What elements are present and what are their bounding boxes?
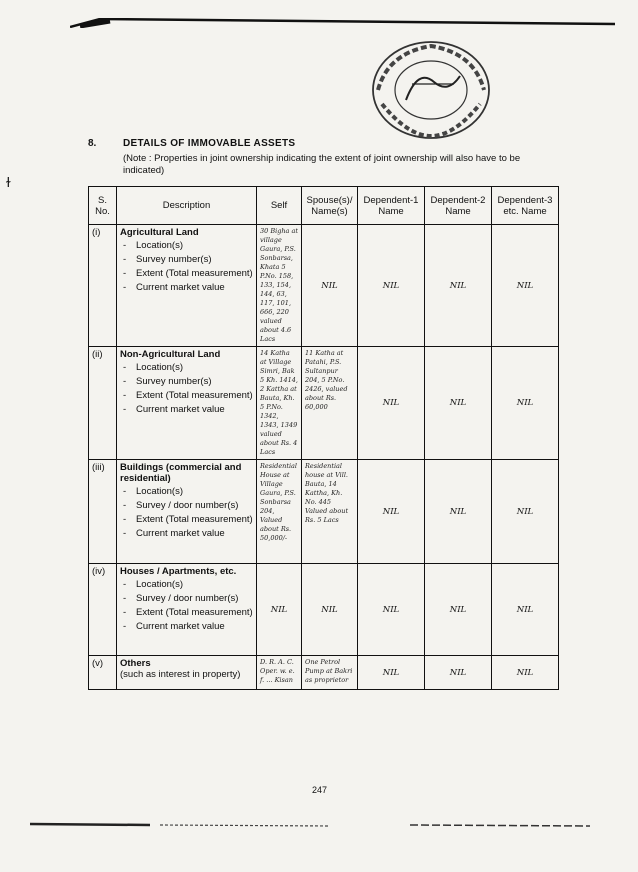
dependent-2-entry: NIL — [425, 347, 492, 460]
dependent-3-entry: NIL — [492, 225, 559, 347]
header-dependent-2: Dependent-2 Name — [425, 187, 492, 225]
dependent-2-entry: NIL — [425, 656, 492, 690]
section-number: 8. — [88, 138, 97, 149]
row-title: Non-Agricultural Land — [120, 349, 221, 360]
list-item: - Survey / door number(s) — [120, 593, 253, 604]
row-description — [117, 225, 257, 347]
list-item: - Current market value — [120, 404, 253, 415]
row-number: (v) — [89, 656, 117, 690]
dependent-2-entry: NIL — [425, 225, 492, 347]
dependent-3-entry: NIL — [492, 347, 559, 460]
self-entry: D. R. A. C. Oper. w. e. f. ... Kisan — [257, 656, 302, 690]
list-item: - Survey / door number(s) — [120, 500, 253, 511]
dependent-2-entry: NIL — [425, 460, 492, 564]
header-dependent-1: Dependent-1 Name — [358, 187, 425, 225]
self-entry: 30 Bigha at village Gaura, P.S. Sonbarsa, Khata 5 P.No. 158, 133, 154, 144, 63, 117, 101, 666, 220 valued about 4.6 Lacs — [257, 225, 302, 347]
header-self: Self — [257, 187, 302, 225]
self-entry: 14 Katha at Village Simri, Bak 5 Kh. 1414, 2 Kattha at Bauta, Kh. 5 P.No. 1342, 1343, 1349 valued about Rs. 4 Lacs — [257, 347, 302, 460]
table-row — [89, 225, 559, 347]
dependent-3-entry: NIL — [492, 656, 559, 690]
list-item: - Current market value — [120, 528, 253, 539]
row-number: (i) — [89, 225, 117, 347]
list-item: - Survey number(s) — [120, 376, 253, 387]
dependent-1-entry: NIL — [358, 460, 425, 564]
dependent-3-entry: NIL — [492, 460, 559, 564]
list-item: - Location(s) — [120, 362, 253, 373]
table-row — [89, 347, 559, 460]
dependent-2-entry: NIL — [425, 564, 492, 656]
spouse-entry: Residential house at Vill. Bauta, 14 Kattha, Kh. No. 445 Valued about Rs. 5 Lacs — [302, 460, 358, 564]
dependent-1-entry: NIL — [358, 656, 425, 690]
row-title: Agricultural Land — [120, 227, 199, 238]
spouse-entry: 11 Katha at Patahi, P.S. Sultanpur 204, 5 P.No. 2426, valued about Rs. 60,000 — [302, 347, 358, 460]
self-entry: NIL — [257, 564, 302, 656]
official-seal-stamp — [368, 38, 494, 142]
spouse-entry: NIL — [302, 225, 358, 347]
list-item: - Current market value — [120, 621, 253, 632]
row-description — [117, 347, 257, 460]
dependent-1-entry: NIL — [358, 225, 425, 347]
list-item: - Survey number(s) — [120, 254, 253, 265]
dependent-1-entry: NIL — [358, 564, 425, 656]
section-note: (Note : Properties in joint ownership indicating the extent of joint ownership will also have to be indicated) — [123, 153, 521, 176]
table-header-row — [89, 187, 559, 225]
immovable-assets-table — [88, 186, 559, 690]
spouse-entry: One Petrol Pump at Bakri as proprietor — [302, 656, 358, 690]
page-number: 247 — [312, 785, 328, 795]
margin-mark: ɫ — [6, 174, 11, 190]
scan-edge-top — [70, 18, 615, 28]
list-item: - Extent (Total measurement) — [120, 607, 253, 618]
row-number: (iii) — [89, 460, 117, 564]
row-description — [117, 564, 257, 656]
list-item: - Location(s) — [120, 579, 253, 590]
dependent-1-entry: NIL — [358, 347, 425, 460]
row-number: (iv) — [89, 564, 117, 656]
row-title: Houses / Apartments, etc. — [120, 566, 237, 577]
row-title: Others — [120, 658, 151, 669]
header-sno: S. No. — [89, 187, 117, 225]
self-entry: Residential House at Village Gaura, P.S. Sonbarsa 204, Valued about Rs. 50,000/- — [257, 460, 302, 564]
dependent-3-entry: NIL — [492, 564, 559, 656]
table-row — [89, 564, 559, 656]
list-item: - Location(s) — [120, 486, 253, 497]
list-item: - Extent (Total measurement) — [120, 390, 253, 401]
table-row — [89, 656, 559, 690]
list-item: - Current market value — [120, 282, 253, 293]
table-row — [89, 460, 559, 564]
section-title: DETAILS OF IMMOVABLE ASSETS — [123, 138, 296, 149]
header-description: Description — [117, 187, 257, 225]
row-description — [117, 460, 257, 564]
row-description — [117, 656, 257, 690]
list-item: - Extent (Total measurement) — [120, 514, 253, 525]
list-item: - Extent (Total measurement) — [120, 268, 253, 279]
header-dependent-3: Dependent-3 etc. Name — [492, 187, 559, 225]
header-spouse: Spouse(s)/ Name(s) — [302, 187, 358, 225]
row-title: Buildings (commercial and residential) — [120, 462, 242, 484]
scan-edge-bottom — [30, 820, 610, 832]
list-item: - Location(s) — [120, 240, 253, 251]
row-number: (ii) — [89, 347, 117, 460]
spouse-entry: NIL — [302, 564, 358, 656]
row-subtitle: (such as interest in property) — [120, 669, 241, 680]
